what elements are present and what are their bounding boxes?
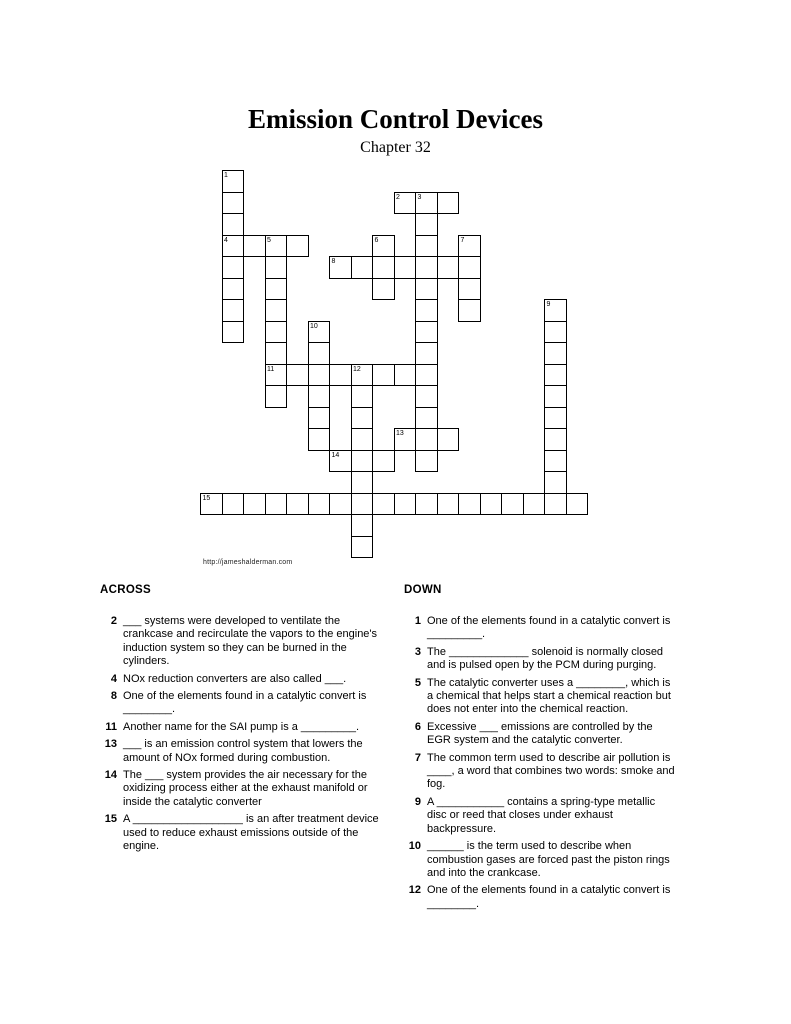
grid-cell	[544, 364, 567, 387]
grid-cell	[394, 364, 417, 387]
grid-cell	[308, 342, 331, 365]
grid-cell	[480, 493, 503, 516]
cell-number: 6	[374, 236, 379, 244]
grid-cell	[308, 428, 331, 451]
clue-down-3	[404, 646, 676, 673]
cell-number: 15	[202, 494, 211, 502]
cell-number: 13	[396, 430, 404, 437]
grid-cell	[394, 428, 417, 451]
grid-cell	[415, 493, 438, 516]
grid-cell	[415, 385, 438, 408]
clue-number: 15	[104, 813, 117, 826]
grid-cell	[222, 256, 245, 279]
clue-text: Another name for the SAI pump is a _________.	[123, 720, 360, 733]
page-subtitle: Chapter 32	[360, 139, 431, 156]
clue-text: The _____________ solenoid is normally closed and is pulsed open by the PCM during purging.	[427, 645, 664, 672]
clue-number: 4	[110, 672, 117, 685]
grid-cell	[351, 256, 374, 279]
grid-cell	[222, 213, 245, 236]
clue-number: 7	[414, 751, 421, 764]
grid-cell	[372, 256, 395, 279]
grid-cell	[308, 321, 331, 344]
grid-cell	[544, 407, 567, 430]
clue-text: ______ is the term used to describe when combustion gases are forced past the piston rings and into the crankcase.	[427, 840, 670, 879]
grid-cell	[265, 385, 288, 408]
grid-cell	[351, 514, 374, 537]
grid-cell	[415, 364, 438, 387]
clue-number: 8	[110, 690, 117, 703]
grid-cell	[351, 364, 374, 387]
clue-across-13	[100, 738, 392, 765]
grid-cell	[458, 278, 481, 301]
cell-number: 2	[396, 193, 400, 201]
grid-cell	[286, 493, 309, 516]
clue-down-12	[404, 884, 676, 911]
grid-cell	[286, 235, 309, 258]
grid-cell	[308, 385, 331, 408]
clue-down-1	[404, 615, 676, 642]
clue-text: The common term used to describe air pollution is ____, a word that combines two words: smoke and fog.	[427, 751, 675, 791]
grid-cell	[415, 278, 438, 301]
cell-number: 3	[417, 193, 422, 201]
grid-cell	[351, 536, 374, 559]
grid-cell	[415, 428, 438, 451]
grid-cell	[544, 471, 567, 494]
grid-cell	[308, 407, 331, 430]
grid-cell	[458, 299, 481, 322]
grid-cell	[458, 256, 481, 279]
grid-cell	[544, 450, 567, 473]
grid-cell	[329, 256, 352, 279]
clue-number: 3	[414, 645, 421, 658]
grid-cell	[372, 278, 395, 301]
clue-text: ___ is an emission control system that lowers the amount of NOx formed during combustion.	[123, 738, 363, 764]
grid-cell	[437, 192, 460, 215]
grid-cell	[372, 235, 395, 258]
cell-number: 7	[460, 236, 465, 244]
grid-cell	[351, 428, 374, 451]
grid-cell	[265, 342, 288, 365]
grid-cell	[501, 493, 524, 516]
grid-cell	[437, 493, 460, 516]
cell-number: 11	[267, 365, 275, 373]
down-clues-section	[404, 584, 676, 915]
grid-cell	[200, 493, 223, 516]
grid-cell	[222, 299, 245, 322]
grid-cell	[372, 450, 395, 473]
grid-cell	[394, 192, 417, 215]
grid-cell	[222, 235, 245, 258]
grid-cell	[308, 493, 331, 516]
page-title: Emission Control Devices	[248, 104, 543, 134]
grid-cell	[544, 299, 567, 322]
clue-down-7	[404, 752, 676, 792]
cell-number: 4	[224, 236, 228, 244]
grid-cell	[265, 364, 288, 387]
clue-across-8	[100, 690, 392, 717]
clue-number: 10	[408, 840, 421, 853]
cell-number: 9	[546, 301, 551, 308]
grid-cell	[415, 256, 438, 279]
grid-cell	[544, 428, 567, 451]
grid-cell	[265, 321, 288, 344]
cell-number: 5	[267, 236, 271, 244]
clue-across-15	[100, 813, 392, 853]
grid-cell	[265, 278, 288, 301]
down-header: DOWN	[404, 584, 442, 596]
grid-cell	[544, 321, 567, 344]
grid-cell	[372, 364, 395, 387]
cell-number: 1	[224, 172, 228, 179]
grid-cell	[544, 385, 567, 408]
grid-cell	[351, 493, 374, 516]
grid-cell	[222, 192, 245, 215]
clue-number: 14	[104, 769, 117, 782]
grid-cell	[415, 192, 438, 215]
grid-cell	[222, 278, 245, 301]
grid-cell	[329, 450, 352, 473]
across-header: ACROSS	[100, 584, 152, 596]
grid-cell	[415, 235, 438, 258]
grid-cell	[394, 493, 417, 516]
clue-number: 6	[414, 720, 421, 733]
clue-number: 5	[414, 676, 421, 689]
grid-cell	[265, 235, 288, 258]
grid-cell	[415, 342, 438, 365]
clue-text: ___ systems were developed to ventilate the crankcase and recirculate the vapors to the engine's induction system so they can be burned in the cylinders.	[123, 615, 378, 668]
clue-number: 12	[408, 884, 421, 897]
clue-down-10	[404, 840, 676, 880]
grid-cell	[566, 493, 589, 516]
crossword-grid	[200, 170, 589, 559]
grid-cell	[222, 170, 245, 193]
grid-cell	[243, 235, 266, 258]
cell-number: 14	[331, 451, 340, 459]
grid-cell	[265, 256, 288, 279]
grid-cell	[351, 471, 374, 494]
grid-cell	[437, 256, 460, 279]
grid-cell	[437, 428, 460, 451]
clue-down-5	[404, 677, 676, 717]
grid-cell	[329, 493, 352, 516]
cell-number: 10	[310, 322, 318, 330]
grid-cell	[286, 364, 309, 387]
grid-cell	[523, 493, 546, 516]
grid-cell	[415, 450, 438, 473]
grid-cell	[415, 407, 438, 430]
grid-cell	[265, 299, 288, 322]
clue-down-6	[404, 721, 676, 748]
clue-text: Excessive ___ emissions are controlled by the EGR system and the catalytic converter.	[427, 720, 653, 747]
grid-cell	[351, 407, 374, 430]
grid-cell	[372, 493, 395, 516]
clue-number: 9	[414, 795, 421, 808]
cell-number: 12	[353, 365, 361, 373]
grid-cell	[351, 450, 374, 473]
clue-across-14	[100, 769, 392, 809]
cell-number: 8	[331, 258, 336, 265]
grid-cell	[329, 364, 352, 387]
grid-cell	[308, 364, 331, 387]
grid-cell	[394, 256, 417, 279]
grid-cell	[458, 235, 481, 258]
grid-cell	[243, 493, 266, 516]
clue-text: One of the elements found in a catalytic convert is ________.	[427, 884, 671, 910]
clue-text: NOx reduction converters are also called ___.	[123, 672, 347, 685]
clue-across-2	[100, 615, 392, 669]
clue-across-11	[100, 721, 392, 734]
grid-cell	[544, 342, 567, 365]
clue-text: A ___________ contains a spring-type metallic disc or reed that closes under exhaust backpressure.	[427, 795, 656, 835]
clue-down-9	[404, 796, 676, 836]
clue-number: 2	[110, 615, 117, 627]
grid-cell	[415, 299, 438, 322]
grid-cell	[458, 493, 481, 516]
grid-cell	[351, 385, 374, 408]
grid-cell	[222, 321, 245, 344]
across-clues-section	[100, 584, 392, 858]
grid-source-url: http://jameshalderman.com	[203, 559, 293, 566]
grid-cell	[415, 213, 438, 236]
grid-cell	[544, 493, 567, 516]
clue-number: 11	[105, 720, 117, 733]
grid-cell	[415, 321, 438, 344]
clue-text: A __________________ is an after treatment device used to reduce exhaust emissions outside of the engine.	[123, 813, 379, 853]
clue-number: 13	[104, 738, 117, 751]
clue-text: The ___ system provides the air necessary for the oxidizing process either at the exhaust manifold or inside the catalytic converter	[123, 769, 368, 808]
clue-text: One of the elements found in a catalytic convert is ________.	[123, 690, 367, 716]
clue-number: 1	[414, 615, 421, 627]
clue-text: The catalytic converter uses a ________, which is a chemical that helps start a chemical reaction but does not enter into the chemical reaction.	[427, 676, 671, 716]
grid-cell	[265, 493, 288, 516]
clue-across-4	[100, 673, 392, 686]
clue-text: One of the elements found in a catalytic convert is _________.	[427, 615, 671, 641]
grid-cell	[222, 493, 245, 516]
